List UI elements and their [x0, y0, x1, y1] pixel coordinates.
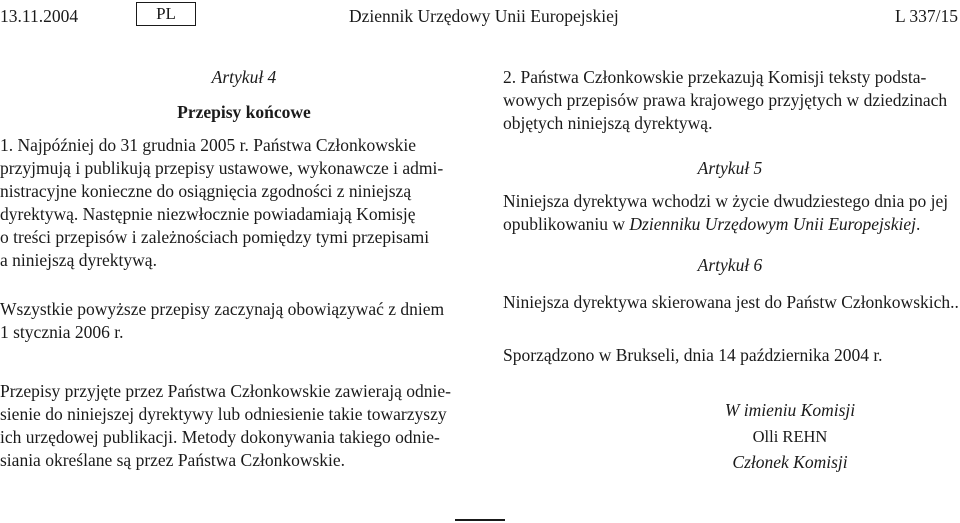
signatory-name: Olli REHN	[752, 427, 828, 446]
article-5-text	[503, 190, 957, 236]
text-line: a niniejszą dyrektywą.	[0, 250, 157, 270]
text-line: 1. Najpóźniej do 31 grudnia 2005 r. Państwa Członkowskie	[0, 135, 417, 155]
text-line: Wszystkie powyższe przepisy zaczynają obowiązywać z dniem	[0, 299, 445, 319]
signatory-role: Członek Komisji	[732, 452, 848, 472]
right-column	[503, 66, 957, 367]
text-line: Przepisy przyjęte przez Państwa Członkowskie zawierają odnie-	[0, 381, 451, 401]
text-line: sienie do niniejszej dyrektywy lub odniesienie takie towarzyszy	[0, 404, 447, 424]
journal-title: Dziennik Urzędowy Unii Europejskiej	[349, 6, 619, 26]
footer-divider	[455, 519, 505, 521]
journal-name-italic: Dzienniku Urzędowym Unii Europejskiej	[629, 214, 916, 234]
text-line: Niniejsza dyrektywa wchodzi w życie dwudziestego dnia po jej	[503, 191, 949, 211]
article-4-subheading: Przepisy końcowe	[177, 102, 311, 122]
article-5-heading: Artykuł 5	[697, 158, 763, 178]
publication-date: 13.11.2004	[0, 6, 79, 26]
article-4-paragraph-3	[0, 380, 458, 472]
article-4-paragraph-4	[503, 66, 957, 135]
text-fragment: opublikowaniu w	[503, 214, 630, 234]
text-line: siania określane są przez Państwa Członkowskie.	[0, 450, 346, 470]
text-line: ich urzędowej publikacji. Metody dokonywania takiego odnie-	[0, 427, 440, 447]
article-6-text: Niniejsza dyrektywa skierowana jest do Państw Członkowskich..	[503, 292, 959, 312]
article-4-heading: Artykuł 4	[211, 67, 277, 87]
left-column	[0, 66, 458, 472]
text-line: wowych przepisów prawa krajowego przyjętych w dziedzinach	[503, 90, 948, 110]
text-line: nistracyjne konieczne do osiągnięcia zgodności z niniejszą	[0, 181, 412, 201]
text-line: przyjmują i publikują przepisy ustawowe, wykonawcze i admi-	[0, 158, 444, 178]
text-line	[503, 213, 957, 236]
text-line: 1 stycznia 2006 r.	[0, 322, 124, 342]
text-line: 2. Państwa Członkowskie przekazują Komisji teksty podsta-	[503, 67, 927, 87]
text-line: o treści przepisów i zależnościach pomiędzy tymi przepisami	[0, 227, 430, 247]
text-fragment: .	[916, 214, 921, 234]
article-4-paragraph-1	[0, 134, 458, 272]
article-6-heading: Artykuł 6	[697, 255, 763, 275]
text-line: dyrektywą. Następnie niezwłocznie powiadamiają Komisję	[0, 204, 416, 224]
article-4-paragraph-2	[0, 298, 458, 344]
page-header	[0, 2, 960, 28]
text-line: objętych niniejszą dyrektywą.	[503, 113, 713, 133]
language-box: PL	[136, 2, 196, 26]
signing-place-date: Sporządzono w Brukseli, dnia 14 października 2004 r.	[503, 345, 883, 365]
signature-on-behalf: W imieniu Komisji	[724, 400, 856, 420]
page-reference: L 337/15	[894, 6, 958, 26]
